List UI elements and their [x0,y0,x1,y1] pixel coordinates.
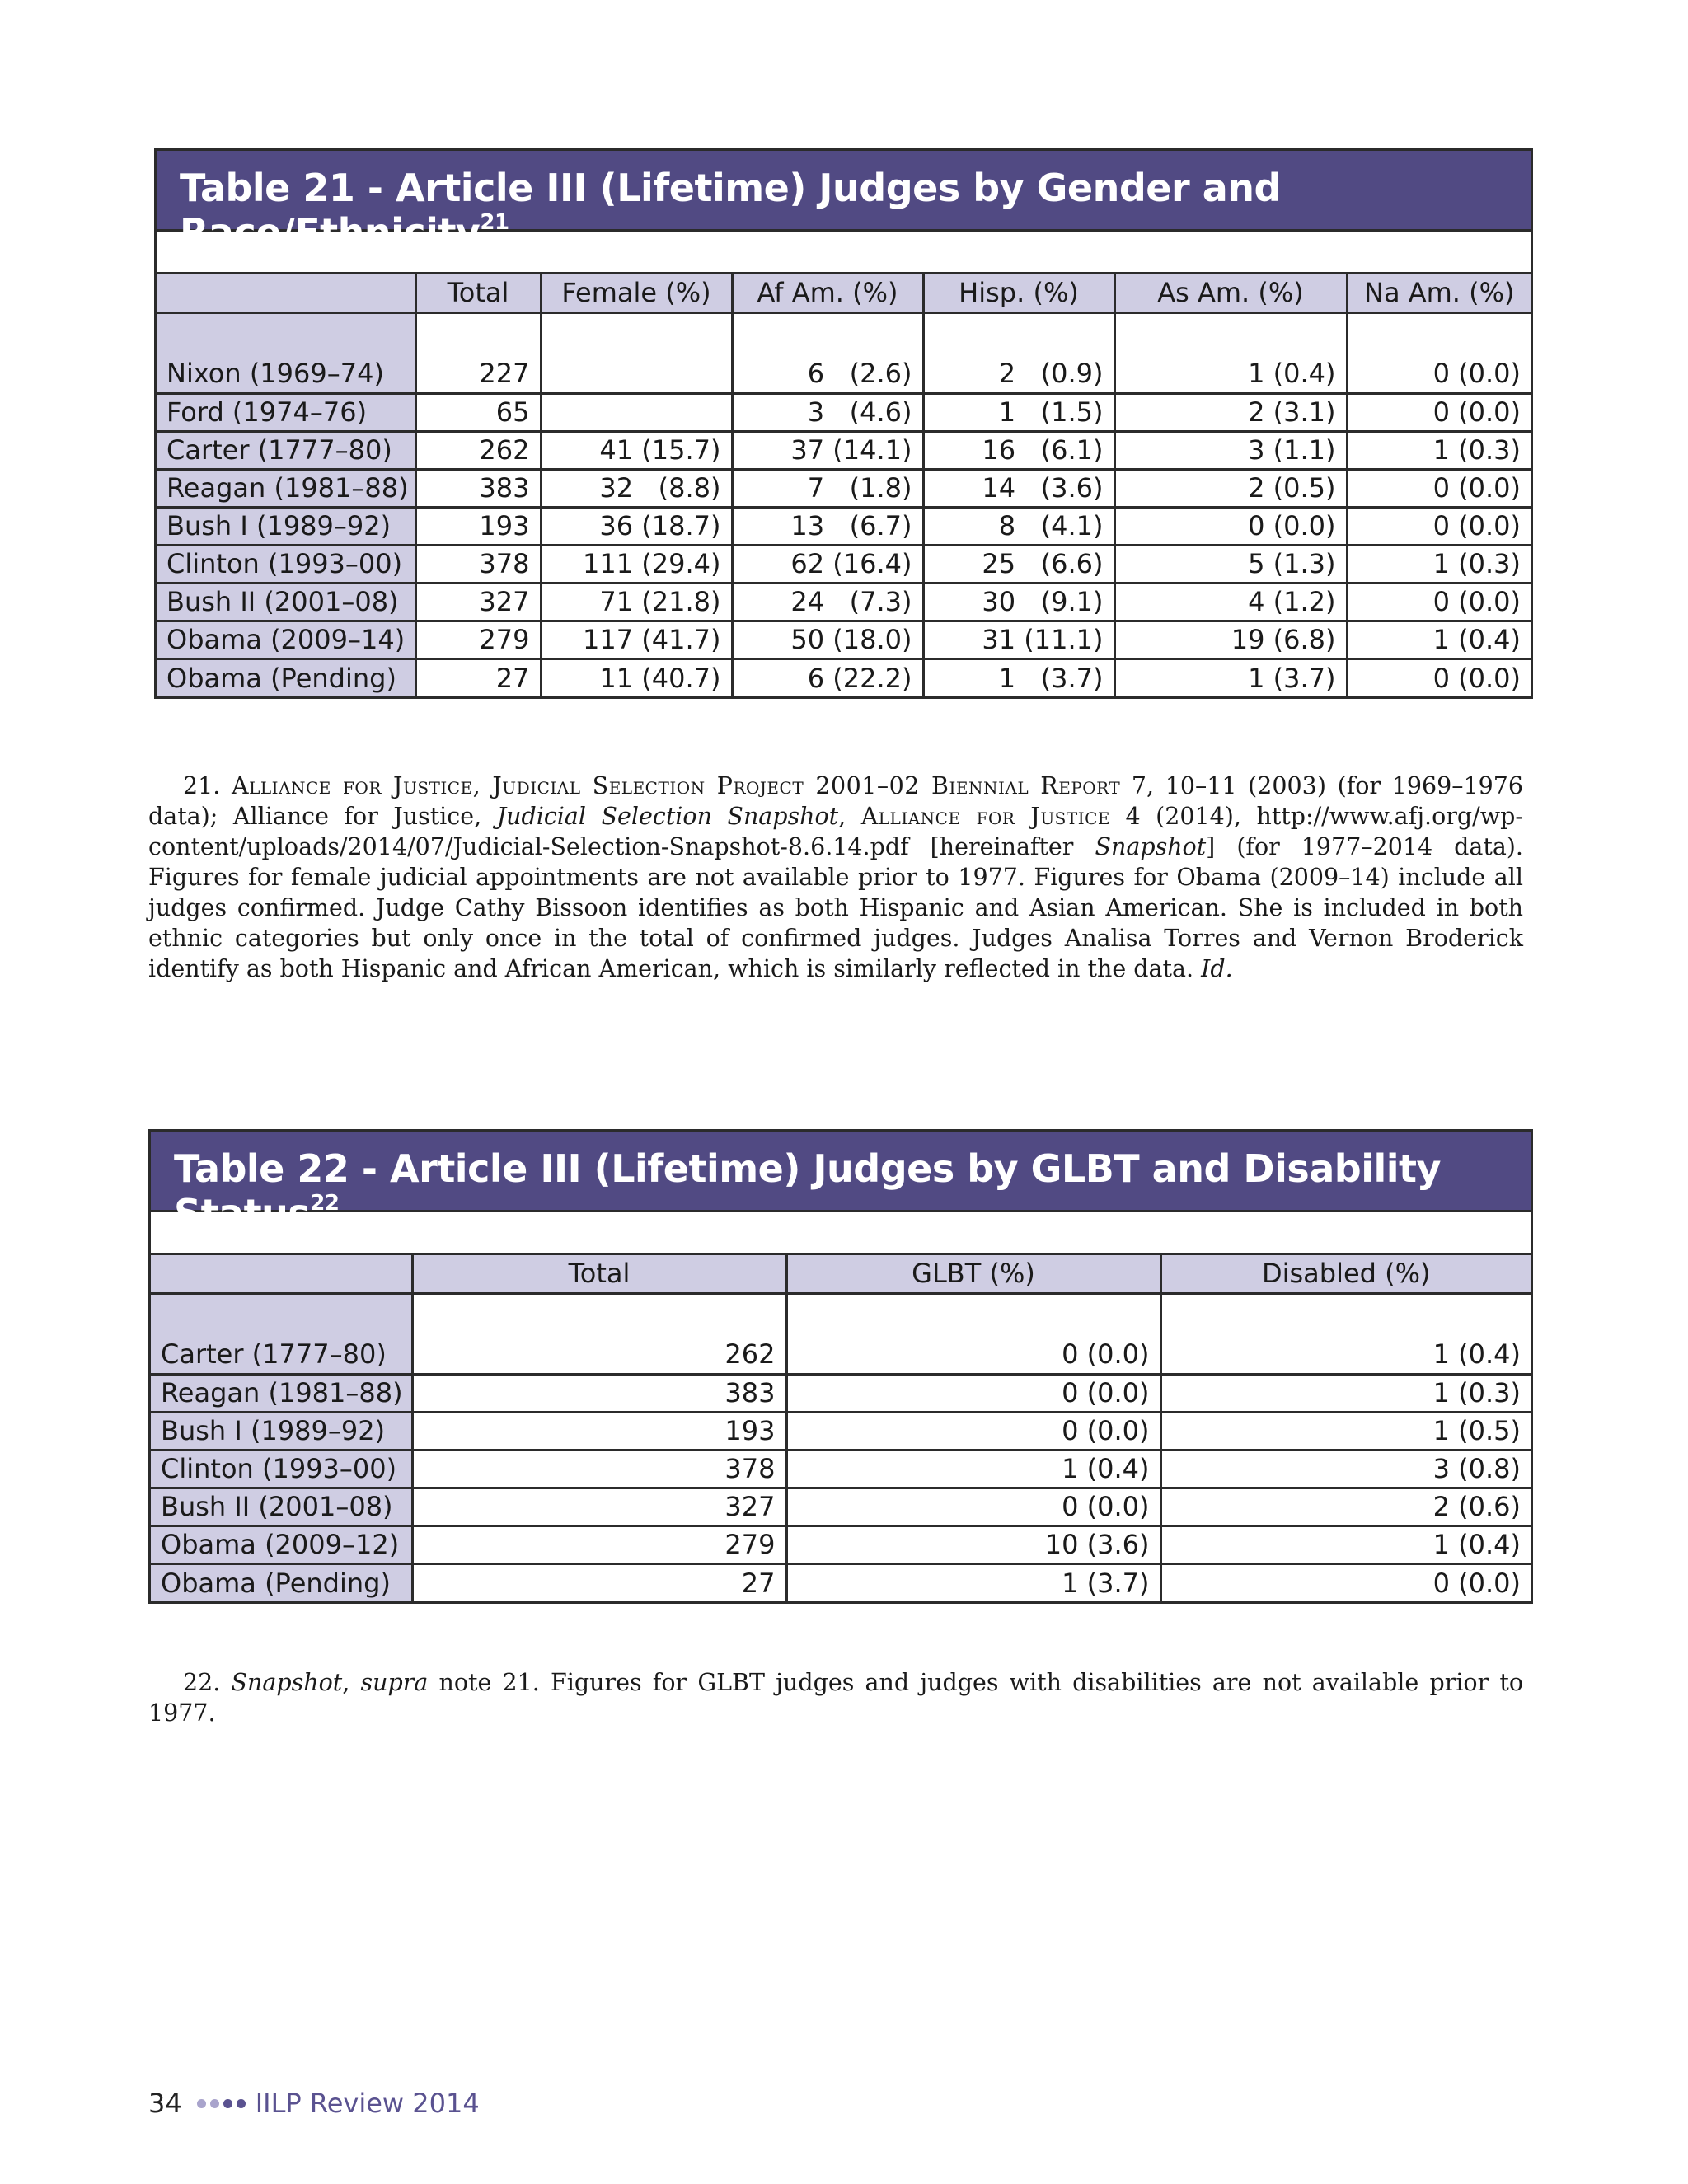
table-22-cell: 262 [412,1336,786,1374]
table-22-row-label: Clinton (1993–00) [151,1450,412,1488]
table-21-cell: 36 (18.7) [541,507,732,545]
table-22-cell: 1 (3.7) [786,1563,1160,1601]
footnote-22-number: 22. [183,1669,221,1696]
table-21-title-text: Table 21 - Article III (Lifetime) Judges by Gender and Race/Ethnicity [180,166,1281,255]
table-22-cell: 1 (0.4) [1160,1526,1531,1563]
table-21-cell: 1 (3.7) [1114,658,1347,696]
table-22-cell: 279 [412,1526,786,1563]
table-22-row-label: Obama (2009–12) [151,1526,412,1563]
table-22-cell: 2 (0.6) [1160,1488,1531,1526]
table-21-row [157,431,1531,469]
table-21-cell: 0 (0.0) [1347,355,1531,393]
table-21-cell: 7 (1.8) [732,469,923,507]
table-22-row [151,1412,1531,1450]
table-22-cell: 27 [412,1563,786,1601]
table-21-row-label: Ford (1974–76) [157,393,415,431]
table-21-cell: 327 [415,583,541,621]
table-21-cell: 279 [415,621,541,658]
table-21-cell: 27 [415,658,541,696]
table-21-row-label: Nixon (1969–74) [157,355,415,393]
table-21-header-corner [157,274,415,312]
table-21-row-label: Obama (2009–14) [157,621,415,658]
table-21-row [157,355,1531,393]
table-21-cell: 2 (0.9) [923,355,1114,393]
table-21-cell: 0 (0.0) [1347,658,1531,696]
table-21-cell: 111 (29.4) [541,545,732,583]
table-21-cell: 8 (4.1) [923,507,1114,545]
table-21-row [157,583,1531,621]
table-22-row-label: Reagan (1981–88) [151,1374,412,1412]
page-number: 34 [148,2088,182,2119]
table-22-cell: 1 (0.3) [1160,1374,1531,1412]
table-22-header-corner [151,1255,412,1293]
table-22-cell: 378 [412,1450,786,1488]
table-21-row-label: Clinton (1993–00) [157,545,415,583]
table-21-col-header: Total [415,274,541,312]
table-22-col-header: GLBT (%) [786,1255,1160,1293]
table-21-row [157,507,1531,545]
table-21-cell: 1 (1.5) [923,393,1114,431]
table-21-cell: 2 (0.5) [1114,469,1347,507]
table-21-cell: 62 (16.4) [732,545,923,583]
table-22-row-label: Carter (1777–80) [151,1336,412,1374]
table-21-row-label: Carter (1777–80) [157,431,415,469]
table-21-cell: 3 (4.6) [732,393,923,431]
table-22-title-text: Table 22 - Article III (Lifetime) Judges by GLBT and Disability Status [174,1146,1441,1235]
table-21-body [157,355,1531,696]
footnote-21-source-2: Alliance for Justice [860,803,1111,830]
table-22-row [151,1450,1531,1488]
table-21-cell: 0 (0.0) [1347,507,1531,545]
table-22-cell: 1 (0.5) [1160,1412,1531,1450]
table-21-cell [541,393,732,431]
table-22-col-header: Total [412,1255,786,1293]
table-21-cell: 1 (3.7) [923,658,1114,696]
footnote-21: 21. Alliance for Justice, Judicial Selection Project 2001–02 Biennial Report 7, 10–11 (2003) (for 1969–1976 data); Alliance for Justice, Judicial Selection Snapshot, Alliance for Justice 4 (2014), http://www.afj.org/wp-content/uploads/2014/07/Judicial-Selection-Snapshot-8.6.14.pdf [hereinafter Snapshot] (for 1977–2014 data). Figures for female judicial appointments are not available prior to 1977. Figures for Obama (2009–14) include all judges confirmed. Judge Cathy Bissoon identifies as both Hispanic and Asian American. She is included in both ethnic categories but only once in the total of confirmed judges. Judges Analisa Torres and Vernon Broderick identify as both Hispanic and African American, which is similarly reflected in the data. Id. [148,772,1524,982]
table-21-cell [541,355,732,393]
table-21-col-header: Na Am. (%) [1347,274,1531,312]
table-21-col-header: Female (%) [541,274,732,312]
table-21-cell: 262 [415,431,541,469]
table-21-cell: 11 (40.7) [541,658,732,696]
table-21-row [157,658,1531,696]
table-22-cell: 0 (0.0) [1160,1563,1531,1601]
table-21-cell: 193 [415,507,541,545]
table-22-blank-row [151,1293,1531,1336]
table-21-cell: 50 (18.0) [732,621,923,658]
table-22-cell: 0 (0.0) [786,1488,1160,1526]
table-22-title [151,1132,1531,1235]
table-22-row [151,1563,1531,1601]
table-21-cell: 19 (6.8) [1114,621,1347,658]
table-21-col-header: Hisp. (%) [923,274,1114,312]
table-21-cell: 24 (7.3) [732,583,923,621]
table-21-cell: 16 (6.1) [923,431,1114,469]
table-21-header-row [157,274,1531,312]
table-21-cell: 5 (1.3) [1114,545,1347,583]
table-21-cell: 14 (3.6) [923,469,1114,507]
table-21-cell: 383 [415,469,541,507]
table-21-footnote-ref[interactable]: 21 [480,210,509,235]
table-21-cell: 0 (0.0) [1347,583,1531,621]
table-22-cell: 10 (3.6) [786,1526,1160,1563]
table-21-cell: 0 (0.0) [1347,393,1531,431]
table-21-cell: 3 (1.1) [1114,431,1347,469]
footnote-21-title: Judicial Selection Snapshot [496,803,839,830]
table-22-cell: 0 (0.0) [786,1374,1160,1412]
table-21-cell: 13 (6.7) [732,507,923,545]
table-22-cell: 3 (0.8) [1160,1450,1531,1488]
table-22-spacer [151,1212,1531,1255]
table-22-grid [151,1255,1531,1601]
table-22-col-header: Disabled (%) [1160,1255,1531,1293]
table-21-cell: 0 (0.0) [1347,469,1531,507]
table-21-cell: 0 (0.0) [1114,507,1347,545]
table-22-row [151,1374,1531,1412]
table-21-grid [157,274,1531,696]
table-21-row [157,393,1531,431]
table-21-cell: 37 (14.1) [732,431,923,469]
table-21-cell: 41 (15.7) [541,431,732,469]
table-22-row-label: Bush I (1989–92) [151,1412,412,1450]
table-21-col-header: As Am. (%) [1114,274,1347,312]
table-21-blank-row [157,312,1531,355]
table-21-cell: 65 [415,393,541,431]
table-21-cell: 1 (0.4) [1114,355,1347,393]
table-22-body [151,1336,1531,1601]
table-21-col-header: Af Am. (%) [732,274,923,312]
table-22-cell: 193 [412,1412,786,1450]
table-21-row-label: Bush II (2001–08) [157,583,415,621]
footnote-21-number: 21. [183,772,221,799]
table-22-header-row [151,1255,1531,1293]
table-22 [148,1129,1533,1604]
table-22-cell: 0 (0.0) [786,1412,1160,1450]
table-22-row-label: Bush II (2001–08) [151,1488,412,1526]
table-21-cell: 1 (0.4) [1347,621,1531,658]
table-22-row [151,1488,1531,1526]
table-21-cell: 227 [415,355,541,393]
footnote-21-source-1: Alliance for Justice, Judicial Selection Project 2001–02 Biennial Report [232,772,1121,799]
table-21-title [157,151,1531,255]
table-21-row [157,545,1531,583]
table-21-row-label: Reagan (1981–88) [157,469,415,507]
table-21 [154,148,1533,699]
table-21-cell: 1 (0.3) [1347,545,1531,583]
table-21-cell: 25 (6.6) [923,545,1114,583]
table-21-cell: 1 (0.3) [1347,431,1531,469]
table-22-cell: 383 [412,1374,786,1412]
table-21-cell: 6 (2.6) [732,355,923,393]
table-22-row [151,1336,1531,1374]
table-21-cell: 378 [415,545,541,583]
table-22-footnote-ref[interactable]: 22 [310,1191,340,1216]
table-21-row-label: Obama (Pending) [157,658,415,696]
table-22-cell: 1 (0.4) [786,1450,1160,1488]
table-21-cell: 71 (21.8) [541,583,732,621]
table-21-cell: 32 (8.8) [541,469,732,507]
publication-name: IILP Review 2014 [255,2088,480,2119]
table-22-cell: 1 (0.4) [1160,1336,1531,1374]
page-footer [148,2088,480,2119]
table-22-row-label: Obama (Pending) [151,1563,412,1601]
table-21-cell: 31 (11.1) [923,621,1114,658]
table-21-cell: 2 (3.1) [1114,393,1347,431]
table-21-row-label: Bush I (1989–92) [157,507,415,545]
table-22-cell: 327 [412,1488,786,1526]
table-21-cell: 6 (22.2) [732,658,923,696]
table-21-cell: 4 (1.2) [1114,583,1347,621]
table-21-row [157,621,1531,658]
table-21-cell: 117 (41.7) [541,621,732,658]
table-22-cell: 0 (0.0) [786,1336,1160,1374]
footnote-22: 22. Snapshot, supra note 21. Figures for GLBT judges and judges with disabilities are not available prior to 1977. [148,1669,1524,1727]
table-21-cell: 30 (9.1) [923,583,1114,621]
table-21-row [157,469,1531,507]
bullet-dots-icon [197,2099,246,2108]
table-22-row [151,1526,1531,1563]
